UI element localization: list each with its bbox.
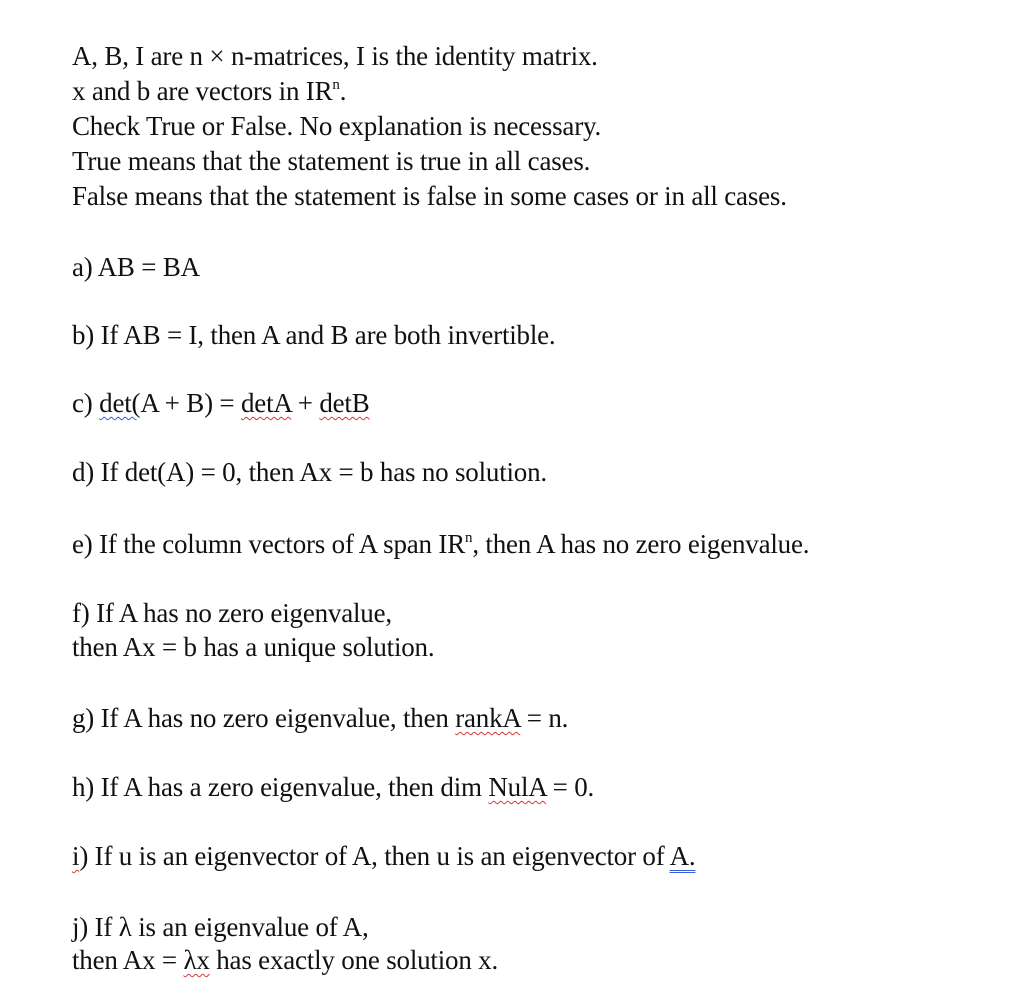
- intro-period: .: [339, 76, 347, 106]
- spell-underline-detB[interactable]: detB: [319, 388, 370, 418]
- intro-text-5: False means that the statement is false in some cases or in all cases.: [72, 181, 787, 211]
- superscript-n: n: [332, 77, 340, 93]
- intro-text-1: A, B, I are n × n-matrices, I is the identity matrix.: [72, 41, 598, 71]
- spell-underline-i[interactable]: i: [72, 841, 80, 871]
- statement-j-line-2: [72, 943, 498, 977]
- grammar-underline-A[interactable]: A.: [669, 841, 696, 871]
- statement-h-text: h) If A has a zero eigenvalue, then dim: [72, 772, 489, 802]
- statement-j-line-1: [72, 910, 369, 944]
- statement-e-tail: , then A has no zero eigenvalue.: [472, 529, 810, 559]
- statement-f-line-1: [72, 596, 392, 630]
- intro-text-2: x and b are vectors in IR: [72, 76, 333, 106]
- statement-j-text-2: then Ax =: [72, 945, 184, 975]
- statement-c-plus: +: [291, 388, 320, 418]
- statement-b-text: b) If AB = I, then A and B are both invertible.: [72, 320, 556, 350]
- statement-a: [72, 250, 200, 284]
- superscript-n: n: [465, 530, 473, 546]
- statement-c-mid: A + B) =: [140, 388, 241, 418]
- statement-f-text-1: f) If A has no zero eigenvalue,: [72, 598, 392, 628]
- intro-line-4: [72, 144, 590, 178]
- statement-h-tail: = 0.: [546, 772, 595, 802]
- statement-g-text: g) If A has no zero eigenvalue, then: [72, 703, 456, 733]
- statement-c-label: c): [72, 388, 100, 418]
- statement-j-text-1: j) If λ is an eigenvalue of A,: [72, 912, 369, 942]
- intro-text-3: Check True or False. No explanation is necessary.: [72, 111, 602, 141]
- statement-a-text: a) AB = BA: [72, 252, 200, 282]
- spell-underline-NulA[interactable]: NulA: [488, 772, 547, 802]
- statement-c: [72, 386, 370, 420]
- statement-e: [72, 527, 809, 561]
- intro-line-5: [72, 179, 787, 213]
- statement-d-text: d) If det(A) = 0, then Ax = b has no solution.: [72, 457, 547, 487]
- spell-underline-rankA[interactable]: rankA: [455, 703, 521, 733]
- spell-underline-detA[interactable]: detA: [241, 388, 292, 418]
- statement-i-text: ) If u is an eigenvector of A, then u is an eigenvector of: [79, 841, 670, 871]
- statement-b: [72, 318, 555, 352]
- grammar-underline-det[interactable]: det(: [99, 388, 141, 418]
- statement-f-text-2: then Ax = b has a unique solution.: [72, 632, 435, 662]
- statement-d: [72, 455, 547, 489]
- statement-h: [72, 770, 594, 804]
- statement-i: [72, 839, 695, 873]
- intro-line-2: [72, 74, 346, 108]
- statement-g: [72, 701, 568, 735]
- statement-j-tail: has exactly one solution x.: [209, 945, 499, 975]
- intro-line-1: [72, 39, 598, 73]
- statement-e-text: e) If the column vectors of A span IR: [72, 529, 465, 559]
- intro-line-3: [72, 109, 601, 143]
- statement-g-tail: = n.: [520, 703, 569, 733]
- spell-underline-lambda-x[interactable]: λx: [183, 945, 210, 975]
- statement-f-line-2: [72, 630, 434, 664]
- intro-text-4: True means that the statement is true in all cases.: [72, 146, 591, 176]
